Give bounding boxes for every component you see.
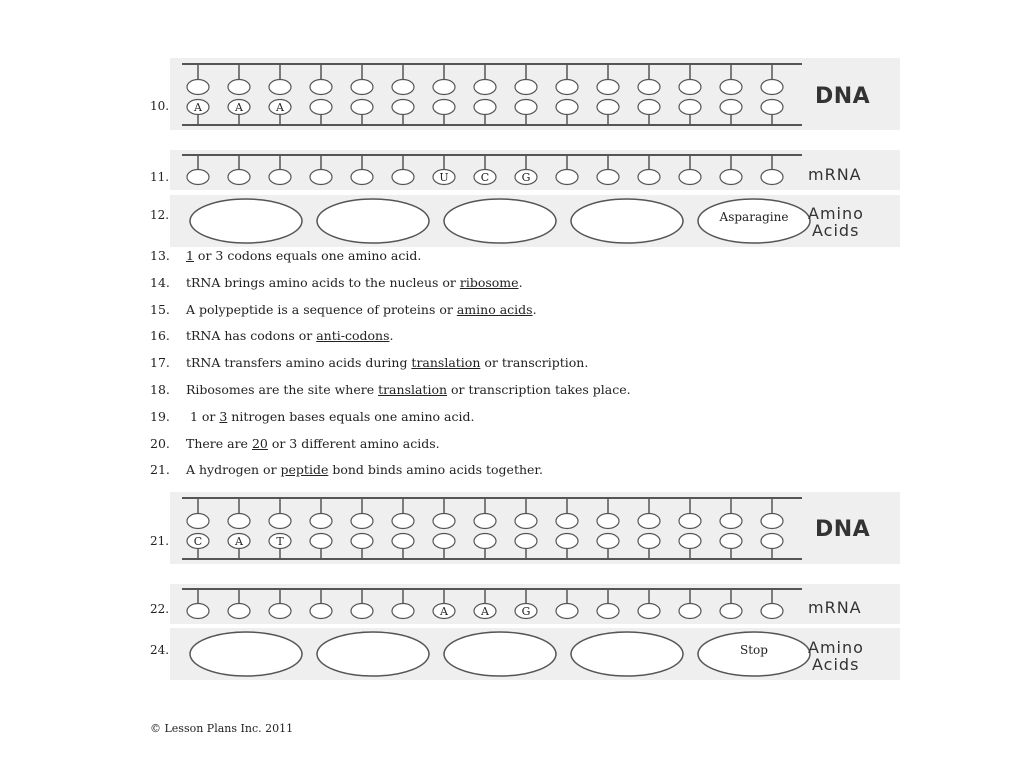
nucleotide-circle	[556, 80, 578, 95]
question-item: 20. There are 20 or 3 different amino acids.	[150, 435, 440, 451]
base-letter: C	[480, 171, 490, 184]
base-circle	[720, 170, 742, 185]
question-number: 10.	[150, 99, 170, 113]
base-circle	[392, 534, 414, 549]
answer-blank: 1	[186, 248, 194, 263]
question-item: 21. A hydrogen or peptide bond binds amino acids together.	[150, 462, 543, 478]
base-circle	[638, 100, 660, 115]
base-circle	[720, 604, 742, 619]
amino-acid-name: Stop	[740, 643, 768, 657]
base-circle	[187, 604, 209, 619]
base-circle	[638, 534, 660, 549]
base-circle	[597, 604, 619, 619]
base-circle	[720, 100, 742, 115]
base-circle	[679, 534, 701, 549]
amino-acid-oval	[190, 199, 302, 243]
question-number: 21.	[150, 534, 170, 548]
base-circle	[638, 604, 660, 619]
nucleotide-circle	[187, 514, 209, 529]
answer-blank: ribosome	[459, 274, 519, 290]
nucleotide-circle	[187, 80, 209, 95]
base-circle	[556, 170, 578, 185]
base-circle	[433, 100, 455, 115]
nucleotide-circle	[679, 514, 701, 529]
answer-blank: amino acids	[456, 301, 533, 317]
nucleotide-circle	[474, 514, 496, 529]
mrna-strand-graphic	[170, 584, 900, 624]
mrna-strand-graphic	[170, 150, 900, 190]
nucleotide-circle	[638, 514, 660, 529]
question-number: 12.	[150, 208, 170, 222]
nucleotide-circle	[597, 80, 619, 95]
base-circle	[474, 100, 496, 115]
base-circle	[351, 100, 373, 115]
base-circle	[556, 100, 578, 115]
base-circle	[228, 604, 250, 619]
dna-diagram-2	[170, 492, 900, 564]
question-item: 17. tRNA transfers amino acids during translation or transcription.	[150, 355, 589, 371]
dna-label: DNA	[815, 517, 871, 542]
nucleotide-circle	[310, 80, 332, 95]
base-circle	[351, 534, 373, 549]
dna-strand-graphic	[170, 58, 900, 130]
question-list	[150, 247, 631, 488]
amino-acid-name: Asparagine	[719, 210, 789, 224]
base-circle	[679, 100, 701, 115]
base-circle	[761, 170, 783, 185]
nucleotide-circle	[351, 80, 373, 95]
amino-acids-label-line1: Amino	[808, 638, 864, 657]
mrna-diagram-2	[170, 584, 900, 624]
nucleotide-circle	[433, 80, 455, 95]
amino-acids-diagram-2	[170, 628, 900, 680]
base-circle	[556, 604, 578, 619]
answer-blank: peptide	[280, 462, 329, 478]
question-item: 18. Ribosomes are the site where translation or transcription takes place.	[150, 381, 631, 397]
base-circle	[761, 534, 783, 549]
base-circle	[638, 170, 660, 185]
question-item: 15. A polypeptide is a sequence of proteins or amino acids.	[150, 301, 537, 317]
answer-blank: translation	[411, 355, 481, 371]
mrna-label: mRNA	[808, 598, 862, 617]
base-letter: G	[521, 171, 531, 184]
question-number: 22.	[150, 602, 170, 616]
base-circle	[720, 534, 742, 549]
base-letter: U	[439, 171, 449, 184]
base-letter: A	[481, 605, 489, 618]
question-item: 19. 1 or 3 nitrogen bases equals one amino acid.	[150, 408, 475, 424]
nucleotide-circle	[720, 80, 742, 95]
base-circle	[597, 100, 619, 115]
base-circle	[392, 170, 414, 185]
copyright-footer: © Lesson Plans Inc. 2011	[150, 722, 294, 735]
nucleotide-circle	[679, 80, 701, 95]
nucleotide-circle	[433, 514, 455, 529]
base-circle	[433, 534, 455, 549]
amino-acid-oval	[444, 632, 556, 676]
base-circle	[228, 170, 250, 185]
amino-acid-chain-graphic	[170, 628, 900, 680]
base-circle	[761, 604, 783, 619]
base-circle	[556, 534, 578, 549]
base-circle	[310, 604, 332, 619]
nucleotide-circle	[310, 514, 332, 529]
base-circle	[187, 170, 209, 185]
base-circle	[597, 170, 619, 185]
nucleotide-circle	[761, 80, 783, 95]
question-number: 24.	[150, 643, 170, 657]
nucleotide-circle	[474, 80, 496, 95]
base-letter: A	[440, 605, 448, 618]
nucleotide-circle	[638, 80, 660, 95]
nucleotide-circle	[351, 514, 373, 529]
dna-diagram-1	[170, 58, 900, 130]
base-circle	[515, 100, 537, 115]
base-letter: A	[276, 101, 284, 114]
base-circle	[310, 534, 332, 549]
amino-acid-oval	[571, 632, 683, 676]
base-circle	[269, 170, 291, 185]
question-item: 16. tRNA has codons or anti-codons.	[150, 328, 394, 344]
question-number: 11.	[150, 170, 170, 184]
nucleotide-circle	[392, 514, 414, 529]
dna-strand-graphic	[170, 492, 900, 564]
question-item: 13. 1 or 3 codons equals one amino acid.	[150, 248, 422, 263]
base-letter: C	[193, 535, 203, 548]
answer-blank: translation	[378, 381, 448, 397]
nucleotide-circle	[515, 514, 537, 529]
base-circle	[310, 100, 332, 115]
answer-blank: anti-codons	[316, 328, 390, 344]
base-letter: G	[521, 605, 531, 618]
answer-blank: 3	[219, 408, 228, 424]
base-letter: A	[235, 101, 243, 114]
base-circle	[310, 170, 332, 185]
nucleotide-circle	[761, 514, 783, 529]
base-circle	[474, 534, 496, 549]
base-letter: A	[194, 101, 202, 114]
base-circle	[761, 100, 783, 115]
answer-blank: 20	[251, 435, 268, 451]
amino-acid-oval	[317, 632, 429, 676]
base-circle	[597, 534, 619, 549]
amino-acids-label-line2: Acids	[812, 655, 860, 674]
nucleotide-circle	[228, 514, 250, 529]
base-circle	[269, 604, 291, 619]
amino-acids-diagram-1	[170, 195, 900, 247]
nucleotide-circle	[556, 514, 578, 529]
base-circle	[392, 604, 414, 619]
nucleotide-circle	[515, 80, 537, 95]
nucleotide-circle	[269, 514, 291, 529]
base-circle	[351, 604, 373, 619]
mrna-diagram-1	[170, 150, 900, 190]
amino-acid-oval	[190, 632, 302, 676]
dna-label: DNA	[815, 84, 871, 109]
nucleotide-circle	[269, 80, 291, 95]
base-circle	[679, 170, 701, 185]
base-circle	[351, 170, 373, 185]
amino-acid-oval	[317, 199, 429, 243]
base-circle	[392, 100, 414, 115]
amino-acid-oval	[571, 199, 683, 243]
base-circle	[679, 604, 701, 619]
amino-acids-label-line2: Acids	[812, 221, 860, 240]
nucleotide-circle	[597, 514, 619, 529]
question-item: 14. tRNA brings amino acids to the nucleus or ribosome.	[150, 274, 523, 290]
base-circle	[515, 534, 537, 549]
amino-acid-chain-graphic	[170, 195, 900, 247]
amino-acids-label-line1: Amino	[808, 204, 864, 223]
base-letter: A	[235, 535, 243, 548]
nucleotide-circle	[228, 80, 250, 95]
base-letter: T	[276, 535, 284, 548]
amino-acid-oval	[444, 199, 556, 243]
nucleotide-circle	[392, 80, 414, 95]
nucleotide-circle	[720, 514, 742, 529]
mrna-label: mRNA	[808, 165, 862, 184]
